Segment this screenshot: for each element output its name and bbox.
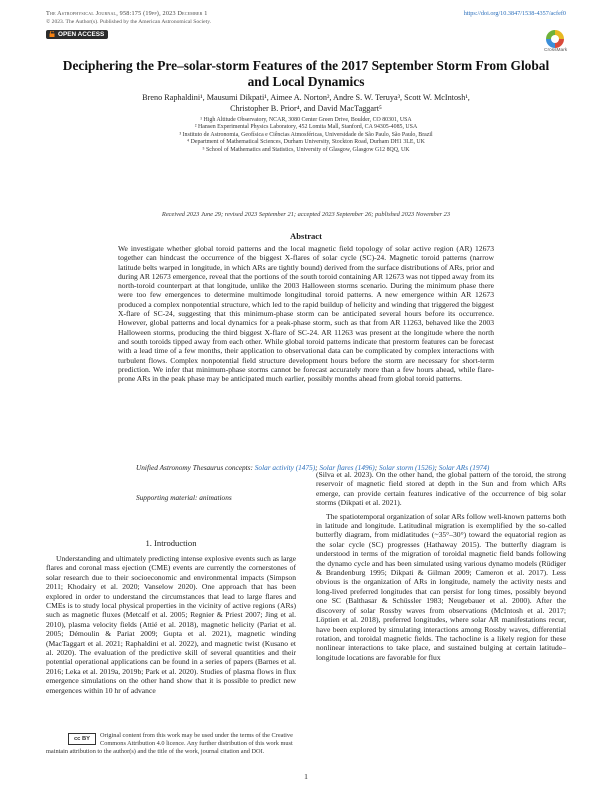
page-number: 1 bbox=[304, 772, 308, 781]
license-notice bbox=[46, 732, 296, 756]
left-column bbox=[46, 470, 296, 695]
running-header bbox=[46, 10, 566, 26]
publication-dates: Received 2023 June 29; revised 2023 September 21; accepted 2023 September 26; published 2023 November 23 bbox=[161, 211, 451, 218]
uat-concept-2[interactable]: Solar flares (1496) bbox=[319, 463, 375, 472]
supporting-label: Supporting material: bbox=[136, 493, 198, 502]
crossmark-label: CrossMark bbox=[544, 48, 568, 53]
author-line-1[interactable]: Breno Raphaldini¹, Mausumi Dikpati¹, Aimee A. Norton², Andre S. W. Teruya³, Scott W. McIntosh¹, bbox=[142, 93, 470, 102]
intro-paragraph-left: Understanding and ultimately predicting intense explosive events such as large flares and coronal mass ejection (CME) events are currently the cornerstones of solar research due to their socioeconomic and environmental impacts (Simpson 2011; Khodairy et al. 2020; Vanselow 2020). One approach that has been explored in order to understand the circumstances that lead to large flares and CMEs is to study local physical properties in the vicinity of active regions (ARs) such as magnetic fluxes (Metcalf et al. 2005; Regnier & Priest 2007; Jing et al. 2010), plasma velocity fields (Attié et al. 2018), magnetic helicity (Pariat et al. 2005; Démoulin & Pariat 2009; Gupta et al. 2021), magnetic winding (MacTaggart et al. 2021; Raphaldini et al. 2022), and magnetic twist (Kusano et al. 2020). The evaluation of the predictive skill of several quantities and their potential operational applications can be found in a series of papers (Barnes et al. 2016; Leka et al. 2019a, 2019b; Park et al. 2020). Studies of plasma flows in flux emergence simulations on the other hand show that it is possible to predict new emergences within 10 hr of advance bbox=[46, 554, 296, 695]
affiliations bbox=[60, 117, 552, 154]
uat-concepts: Unified Astronomy Thesaurus concepts: Solar activity (1475); Solar flares (1496); Solar storm (1526); Solar ARs (1974) bbox=[136, 463, 490, 472]
journal-line: The Astrophysical Journal, 958:175 (19pp), 2023 December 1 bbox=[46, 10, 208, 17]
open-access-label: OPEN ACCESS bbox=[58, 31, 105, 38]
affiliation-3: ³ Instituto de Astronomia, Geofísica e Ciências Atmosféricas, Universidade de São Paulo, São Paulo, Brazil bbox=[179, 131, 433, 138]
affiliation-4: ⁴ Department of Mathematical Sciences, Durham University, Stockton Road, Durham DH1 3LE, UK bbox=[187, 139, 425, 146]
intro-paragraph-right-2: The spatiotemporal organization of solar ARs follow well-known patterns both in latitude and longitude. Latitudinal migration is exemplified by the so-called butterfly diagram, from midlatitudes (~35°–30°) toward the equatorial region as the solar cycle (SC) progresses (Hathaway 2015). The butterfly diagram is understood in terms of the migration of toroidal magnetic field bands following the dynamo cycle and has been simulated using various dynamo models (Rüdiger & Brandenburg 1995; Dikpati & Gilman 2009; Cameron et al. 2017). Less obvious is the organization of ARs in longitude, namely the activity nests and long-lived preferred longitudes that can persist for long times, possibly beyond one SC (Balthasar & Schüssler 1983; Neugebauer et al. 2000). After the discovery of solar Rossby waves from observations (McIntosh et al. 2017; Löptien et al. 2018), preferred longitudes, where solar AR manifestations recur, have been explored by simulating interactions among Rossby waves, differential rotation, and toroidal magnetic fields. The tachocline is a likely region for these nonlinear interactions to take place, and sustained bulging at certain latitude–longitude locations are favorable for flux bbox=[316, 511, 566, 662]
introduction-heading: 1. Introduction bbox=[145, 538, 197, 548]
uat-concept-3[interactable]: Solar storm (1526) bbox=[378, 463, 435, 472]
right-column bbox=[316, 470, 566, 662]
affiliation-1: ¹ High Altitude Observatory, NCAR, 3080 Center Green Drive, Boulder, CO 80301, USA bbox=[200, 117, 412, 123]
affiliation-2: ² Hansen Experimental Physics Laboratory, 452 Lomita Mall, Stanford, CA 94305-4085, USA bbox=[194, 124, 418, 131]
author-list bbox=[60, 92, 552, 114]
uat-concept-1[interactable]: Solar activity (1475) bbox=[254, 463, 316, 472]
crossmark-badge[interactable] bbox=[544, 30, 566, 53]
crossmark-icon bbox=[546, 30, 564, 48]
paper-title: Deciphering the Pre–solar-storm Features of the 2017 September Storm From Global and Local Dynamics bbox=[62, 58, 550, 89]
abstract-text: We investigate whether global toroid patterns and the local magnetic field topology of solar active region (AR) 12673 together can hindcast the occurrence of the biggest X-flares of solar cycle (SC)-24. Magnetic toroid patterns (narrow latitude belts warped in longitude, in which ARs are tightly bound) derived from the surface distributions of ARs, prior and during AR 12673 emergence, reveal that the portions of the south toroid containing AR 12673 was not tipped away from its north-toroid counterpart at that longitude, unlike the 2003 Halloween storms scenario. During the minimum phase there were too few emergences to determine multimode longitudinal toroid patterns. A new emergence within AR 12673 produced a complex nonpotential structure, which led to the rapid buildup of helicity and winding that triggered the biggest X-flare of SC-24, suggesting that this minimum-phase storm can be anticipated several hours before its occurrence. However, global patterns and local dynamics for a peak-phase storm, such as that from AR 11263, behaved like the 2003 Halloween storms, producing the third biggest X-flare of SC-24. AR 11263 was present at the longitude where the north and south toroids tipped away from each other. While global toroid patterns indicate that prestorm features can be forecast with a lead time of a few months, their application to observational data can be complicated by complex interactions with turbulent flows. Complex nonpotential field structure development hours before the storm are necessary for short-term prediction. We infer that minimum-phase storms cannot be forecast accurately more than a few hours ahead, while flare-prone ARs in the peak phase may be anticipated much earlier, possibly months ahead from global toroid patterns. bbox=[118, 244, 494, 384]
open-access-badge[interactable] bbox=[46, 30, 108, 39]
abstract-heading: Abstract bbox=[290, 231, 322, 241]
copyright-line: © 2023. The Author(s). Published by the American Astronomical Society. bbox=[46, 19, 212, 25]
license-text: Original content from this work may be used under the terms of the Creative Commons Attribution 4.0 licence. Any further distribution of this work must maintain attribution to the author(s) and the title of the work, journal citation and DOI. bbox=[46, 732, 293, 755]
cc-by-icon[interactable]: cc BY bbox=[68, 733, 96, 745]
intro-paragraph-right-1: (Silva et al. 2023). On the other hand, the global pattern of the toroid, the strong reservoir of magnetic field stored at depth in the Sun and from which ARs emerge, can provide certain features indicative of the occurrence of big solar storms (Dikpati et al. 2021). bbox=[316, 470, 566, 508]
doi-link[interactable]: https://doi.org/10.3847/1538-4357/acfef0 bbox=[463, 10, 566, 17]
open-lock-icon bbox=[49, 31, 55, 37]
affiliation-5: ⁵ School of Mathematics and Statistics, University of Glasgow, Glasgow G12 8QQ, UK bbox=[202, 146, 410, 153]
uat-concept-4[interactable]: Solar ARs (1974) bbox=[438, 463, 490, 472]
supporting-value[interactable]: animations bbox=[199, 493, 232, 502]
author-line-2[interactable]: Christopher B. Prior⁴, and David MacTaggart⁵ bbox=[230, 104, 382, 113]
uat-label: Unified Astronomy Thesaurus concepts: bbox=[136, 463, 253, 472]
